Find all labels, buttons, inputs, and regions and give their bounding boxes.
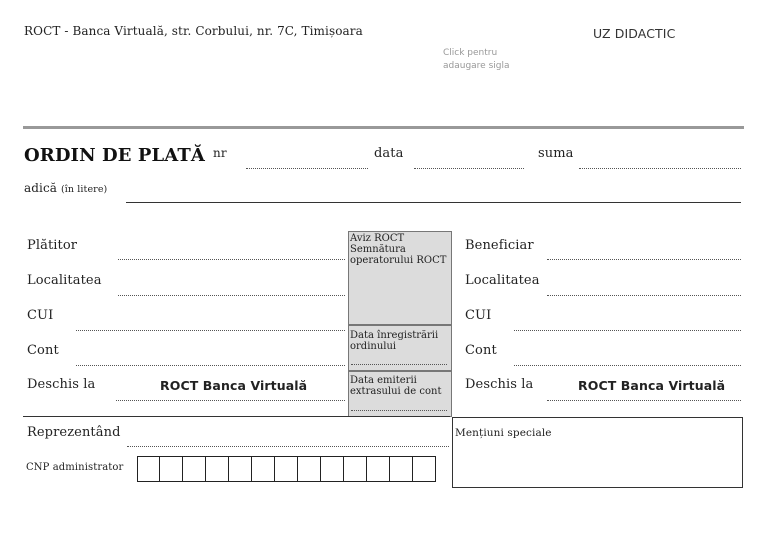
ben-cont-field[interactable] — [514, 365, 741, 366]
cnp-digit-box[interactable] — [344, 456, 367, 482]
cnp-label: CNP administrator — [26, 462, 124, 473]
mentiuni-label: Mențiuni speciale — [455, 427, 552, 439]
payer-cont-label: Cont — [27, 343, 59, 358]
beneficiar-field[interactable] — [547, 259, 741, 260]
data-inreg-field[interactable] — [351, 364, 447, 365]
payer-deschis-field[interactable] — [116, 400, 345, 401]
ben-localitatea-label: Localitatea — [465, 273, 540, 288]
form-title: ORDIN DE PLATĂ — [24, 145, 205, 166]
suma-label: suma — [538, 146, 574, 161]
data-field[interactable] — [414, 168, 524, 169]
ben-cui-field[interactable] — [514, 330, 741, 331]
nr-field[interactable] — [246, 168, 368, 169]
payer-localitatea-field[interactable] — [118, 295, 345, 296]
reprezentand-field[interactable] — [127, 446, 449, 447]
cnp-digit-box[interactable] — [413, 456, 436, 482]
adica-label — [24, 181, 107, 195]
logo-hint-line2: adaugare sigla — [443, 61, 510, 71]
aviz-line2: Semnătura — [350, 244, 406, 255]
logo-hint-line1: Click pentru — [443, 48, 498, 58]
data-emit-field[interactable] — [351, 410, 447, 411]
platitor-field[interactable] — [118, 259, 345, 260]
cnp-digit-box[interactable] — [160, 456, 183, 482]
cnp-digit-box[interactable] — [137, 456, 160, 482]
cnp-digit-box[interactable] — [275, 456, 298, 482]
ben-localitatea-field[interactable] — [547, 295, 741, 296]
cnp-digit-box[interactable] — [229, 456, 252, 482]
nr-label: nr — [213, 146, 227, 160]
data-label: data — [374, 146, 404, 161]
data-emit-line2: extrasului de cont — [350, 386, 442, 397]
payer-bank-value: ROCT Banca Virtuală — [160, 378, 308, 393]
cnp-digit-box[interactable] — [298, 456, 321, 482]
payer-localitatea-label: Localitatea — [27, 273, 102, 288]
cnp-digit-box[interactable] — [206, 456, 229, 482]
logo-placeholder[interactable] — [443, 47, 510, 73]
payer-cont-field[interactable] — [76, 365, 345, 366]
header-divider — [23, 126, 744, 129]
adica-text: adică — [24, 181, 58, 195]
ben-bank-value: ROCT Banca Virtuală — [578, 378, 726, 393]
footer-divider — [23, 416, 450, 417]
reprezentand-label: Reprezentând — [27, 425, 121, 440]
bank-header-line: ROCT - Banca Virtuală, str. Corbului, nr. 7C, Timișoara — [24, 24, 363, 38]
cnp-digit-box[interactable] — [183, 456, 206, 482]
aviz-line1: Aviz ROCT — [350, 233, 405, 244]
data-inreg-text — [350, 330, 438, 352]
cnp-digit-box[interactable] — [367, 456, 390, 482]
didactic-label: UZ DIDACTIC — [593, 26, 676, 41]
adica-field[interactable] — [126, 202, 741, 203]
data-inreg-line2: ordinului — [350, 341, 397, 352]
cnp-digit-box[interactable] — [321, 456, 344, 482]
ben-cui-label: CUI — [465, 308, 492, 323]
data-emit-line1: Data emiterii — [350, 375, 417, 386]
platitor-label: Plătitor — [27, 238, 78, 253]
cnp-digit-box[interactable] — [390, 456, 413, 482]
suma-field[interactable] — [579, 168, 741, 169]
payer-cui-field[interactable] — [76, 330, 345, 331]
payer-cui-label: CUI — [27, 308, 54, 323]
aviz-text — [350, 233, 446, 266]
adica-sub: (în litere) — [60, 184, 108, 195]
aviz-line3: operatorului ROCT — [350, 255, 447, 266]
ben-deschis-field[interactable] — [547, 400, 741, 401]
ben-deschis-label: Deschis la — [465, 377, 534, 392]
payer-deschis-label: Deschis la — [27, 377, 96, 392]
data-emit-text — [350, 375, 441, 397]
cnp-boxes[interactable] — [137, 456, 436, 482]
cnp-digit-box[interactable] — [252, 456, 275, 482]
data-inreg-line1: Data înregistrării — [350, 330, 439, 341]
ben-cont-label: Cont — [465, 343, 497, 358]
beneficiar-label: Beneficiar — [465, 238, 534, 253]
